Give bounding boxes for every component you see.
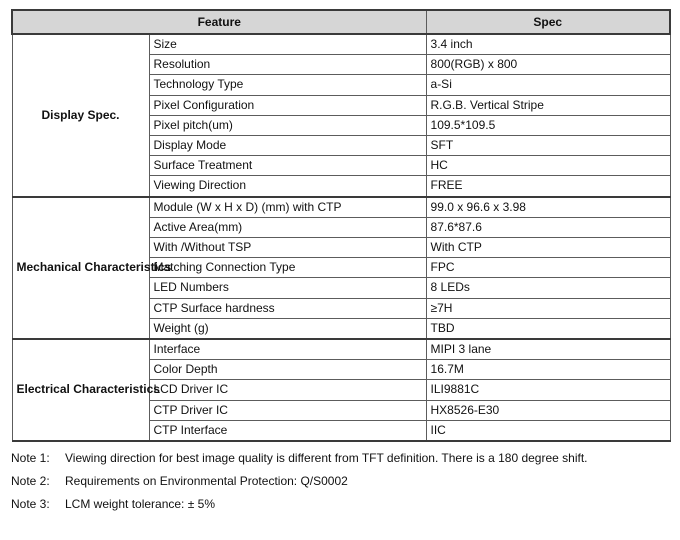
feature-cell: CTP Interface xyxy=(149,420,426,441)
spec-cell: 800(RGB) x 800 xyxy=(426,55,670,75)
note-text: LCM weight tolerance: ± 5% xyxy=(65,497,215,511)
note-label: Note 1: xyxy=(11,451,50,465)
feature-cell: Matching Connection Type xyxy=(149,258,426,278)
feature-cell: Pixel pitch(um) xyxy=(149,115,426,135)
feature-cell: Resolution xyxy=(149,55,426,75)
feature-cell: Color Depth xyxy=(149,360,426,380)
note-2 xyxy=(11,474,631,489)
note-label: Note 3: xyxy=(11,497,50,511)
feature-cell: CTP Surface hardness xyxy=(149,298,426,318)
spec-cell: FPC xyxy=(426,258,670,278)
feature-cell: Module (W x H x D) (mm) with CTP xyxy=(149,197,426,218)
spec-header: Spec xyxy=(426,10,670,34)
spec-cell: ≥7H xyxy=(426,298,670,318)
spec-cell: TBD xyxy=(426,318,670,339)
feature-cell: Active Area(mm) xyxy=(149,217,426,237)
feature-cell: LCD Driver IC xyxy=(149,380,426,400)
feature-cell: Technology Type xyxy=(149,75,426,95)
group-label: Mechanical Characteristics xyxy=(12,197,149,339)
table-row xyxy=(12,339,670,360)
spec-cell: 16.7M xyxy=(426,360,670,380)
table-header-row xyxy=(12,10,670,34)
spec-cell: MIPI 3 lane xyxy=(426,339,670,360)
feature-cell: Interface xyxy=(149,339,426,360)
feature-cell: CTP Driver IC xyxy=(149,400,426,420)
note-1 xyxy=(11,451,631,466)
feature-cell: LED Numbers xyxy=(149,278,426,298)
spec-cell: FREE xyxy=(426,176,670,197)
feature-cell: Size xyxy=(149,34,426,55)
note-label: Note 2: xyxy=(11,474,50,488)
spec-table xyxy=(11,9,671,442)
note-3 xyxy=(11,497,631,512)
spec-cell: IIC xyxy=(426,420,670,441)
group-label: Display Spec. xyxy=(12,34,149,197)
feature-cell: Display Mode xyxy=(149,136,426,156)
feature-cell: Viewing Direction xyxy=(149,176,426,197)
feature-header: Feature xyxy=(12,10,426,34)
spec-cell: HC xyxy=(426,156,670,176)
spec-cell: With CTP xyxy=(426,238,670,258)
spec-cell: R.G.B. Vertical Stripe xyxy=(426,95,670,115)
spec-table-body xyxy=(12,34,670,441)
feature-cell: Weight (g) xyxy=(149,318,426,339)
spec-cell: 8 LEDs xyxy=(426,278,670,298)
spec-cell: 3.4 inch xyxy=(426,34,670,55)
group-label: Electrical Characteristics xyxy=(12,339,149,441)
table-row xyxy=(12,34,670,55)
feature-cell: Surface Treatment xyxy=(149,156,426,176)
spec-cell: 109.5*109.5 xyxy=(426,115,670,135)
spec-cell: ILI9881C xyxy=(426,380,670,400)
note-text: Viewing direction for best image quality is different from TFT definition. There is a 180 degree shift. xyxy=(65,451,588,465)
notes-section xyxy=(11,451,631,520)
spec-cell: 87.6*87.6 xyxy=(426,217,670,237)
table-row xyxy=(12,197,670,218)
note-text: Requirements on Environmental Protection: Q/S0002 xyxy=(65,474,348,488)
spec-cell: 99.0 x 96.6 x 3.98 xyxy=(426,197,670,218)
spec-cell: HX8526-E30 xyxy=(426,400,670,420)
spec-cell: SFT xyxy=(426,136,670,156)
feature-cell: Pixel Configuration xyxy=(149,95,426,115)
feature-cell: With /Without TSP xyxy=(149,238,426,258)
spec-cell: a-Si xyxy=(426,75,670,95)
